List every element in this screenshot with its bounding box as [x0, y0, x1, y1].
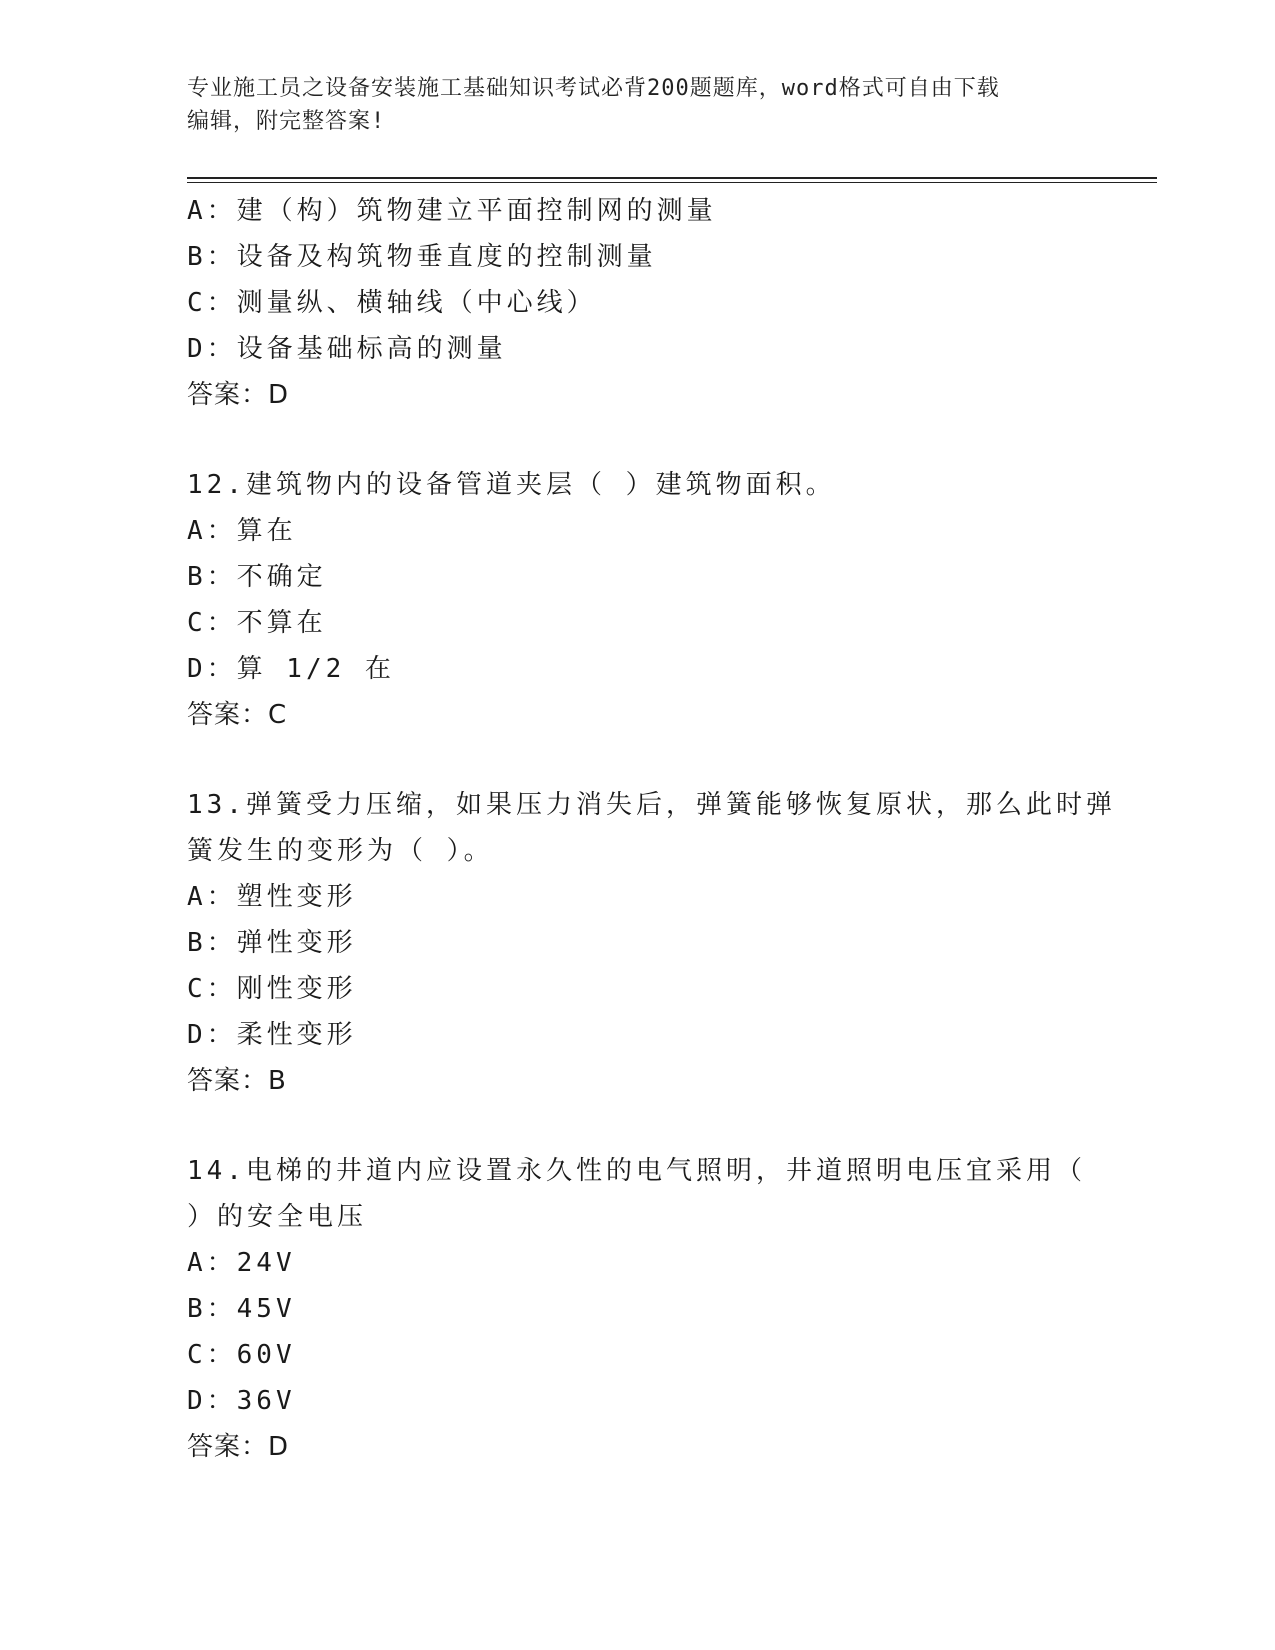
- option-b: B：设备及构筑物垂直度的控制测量: [187, 242, 657, 272]
- spacer: [187, 738, 1087, 782]
- option-b: B：不确定: [187, 562, 327, 592]
- answer-line: 答案：D: [187, 380, 290, 410]
- option-a: A：24V: [187, 1248, 296, 1278]
- option-a: A：算在: [187, 516, 297, 546]
- question-text-line-1: 14.电梯的井道内应设置永久性的电气照明，井道照明电压宜采用（: [187, 1156, 1086, 1186]
- option-b: B：弹性变形: [187, 928, 357, 958]
- option-c: C：不算在: [187, 608, 327, 638]
- question-14: [187, 1148, 1087, 1470]
- option-a: A：塑性变形: [187, 882, 357, 912]
- option-b: B：45V: [187, 1294, 296, 1324]
- header-divider-thin: [187, 182, 1157, 183]
- header-divider-thick: [187, 177, 1157, 179]
- spacer: [187, 1104, 1087, 1148]
- spacer: [187, 418, 1087, 462]
- question-12: [187, 462, 1087, 738]
- answer-line: 答案：D: [187, 1432, 290, 1462]
- option-d: D：设备基础标高的测量: [187, 334, 507, 364]
- question-text: 12.建筑物内的设备管道夹层（ ）建筑物面积。: [187, 470, 836, 500]
- option-c: C：测量纵、横轴线（中心线）: [187, 288, 597, 318]
- option-d: D：算 1/2 在: [187, 654, 395, 684]
- question-text-line-2: ）的安全电压: [187, 1202, 368, 1232]
- header-title-line-2: 编辑，附完整答案!: [187, 109, 386, 134]
- question-text-line-2: 簧发生的变形为（ ）。: [187, 836, 494, 866]
- answer-line: 答案：B: [187, 1066, 287, 1096]
- question-text-line-1: 13.弹簧受力压缩，如果压力消失后，弹簧能够恢复原状，那么此时弹: [187, 790, 1116, 820]
- question-13: [187, 782, 1116, 1104]
- question-list: [187, 188, 1116, 1470]
- option-a: A：建（构）筑物建立平面控制网的测量: [187, 196, 717, 226]
- question-11: [187, 188, 1087, 418]
- header-title-line-1: 专业施工员之设备安装施工基础知识考试必背200题题库，word格式可自由下载: [187, 76, 1000, 101]
- answer-line: 答案：C: [187, 700, 288, 730]
- option-d: D：36V: [187, 1386, 296, 1416]
- option-c: C：刚性变形: [187, 974, 357, 1004]
- option-c: C：60V: [187, 1340, 296, 1370]
- document-header: [187, 72, 1087, 138]
- option-d: D：柔性变形: [187, 1020, 357, 1050]
